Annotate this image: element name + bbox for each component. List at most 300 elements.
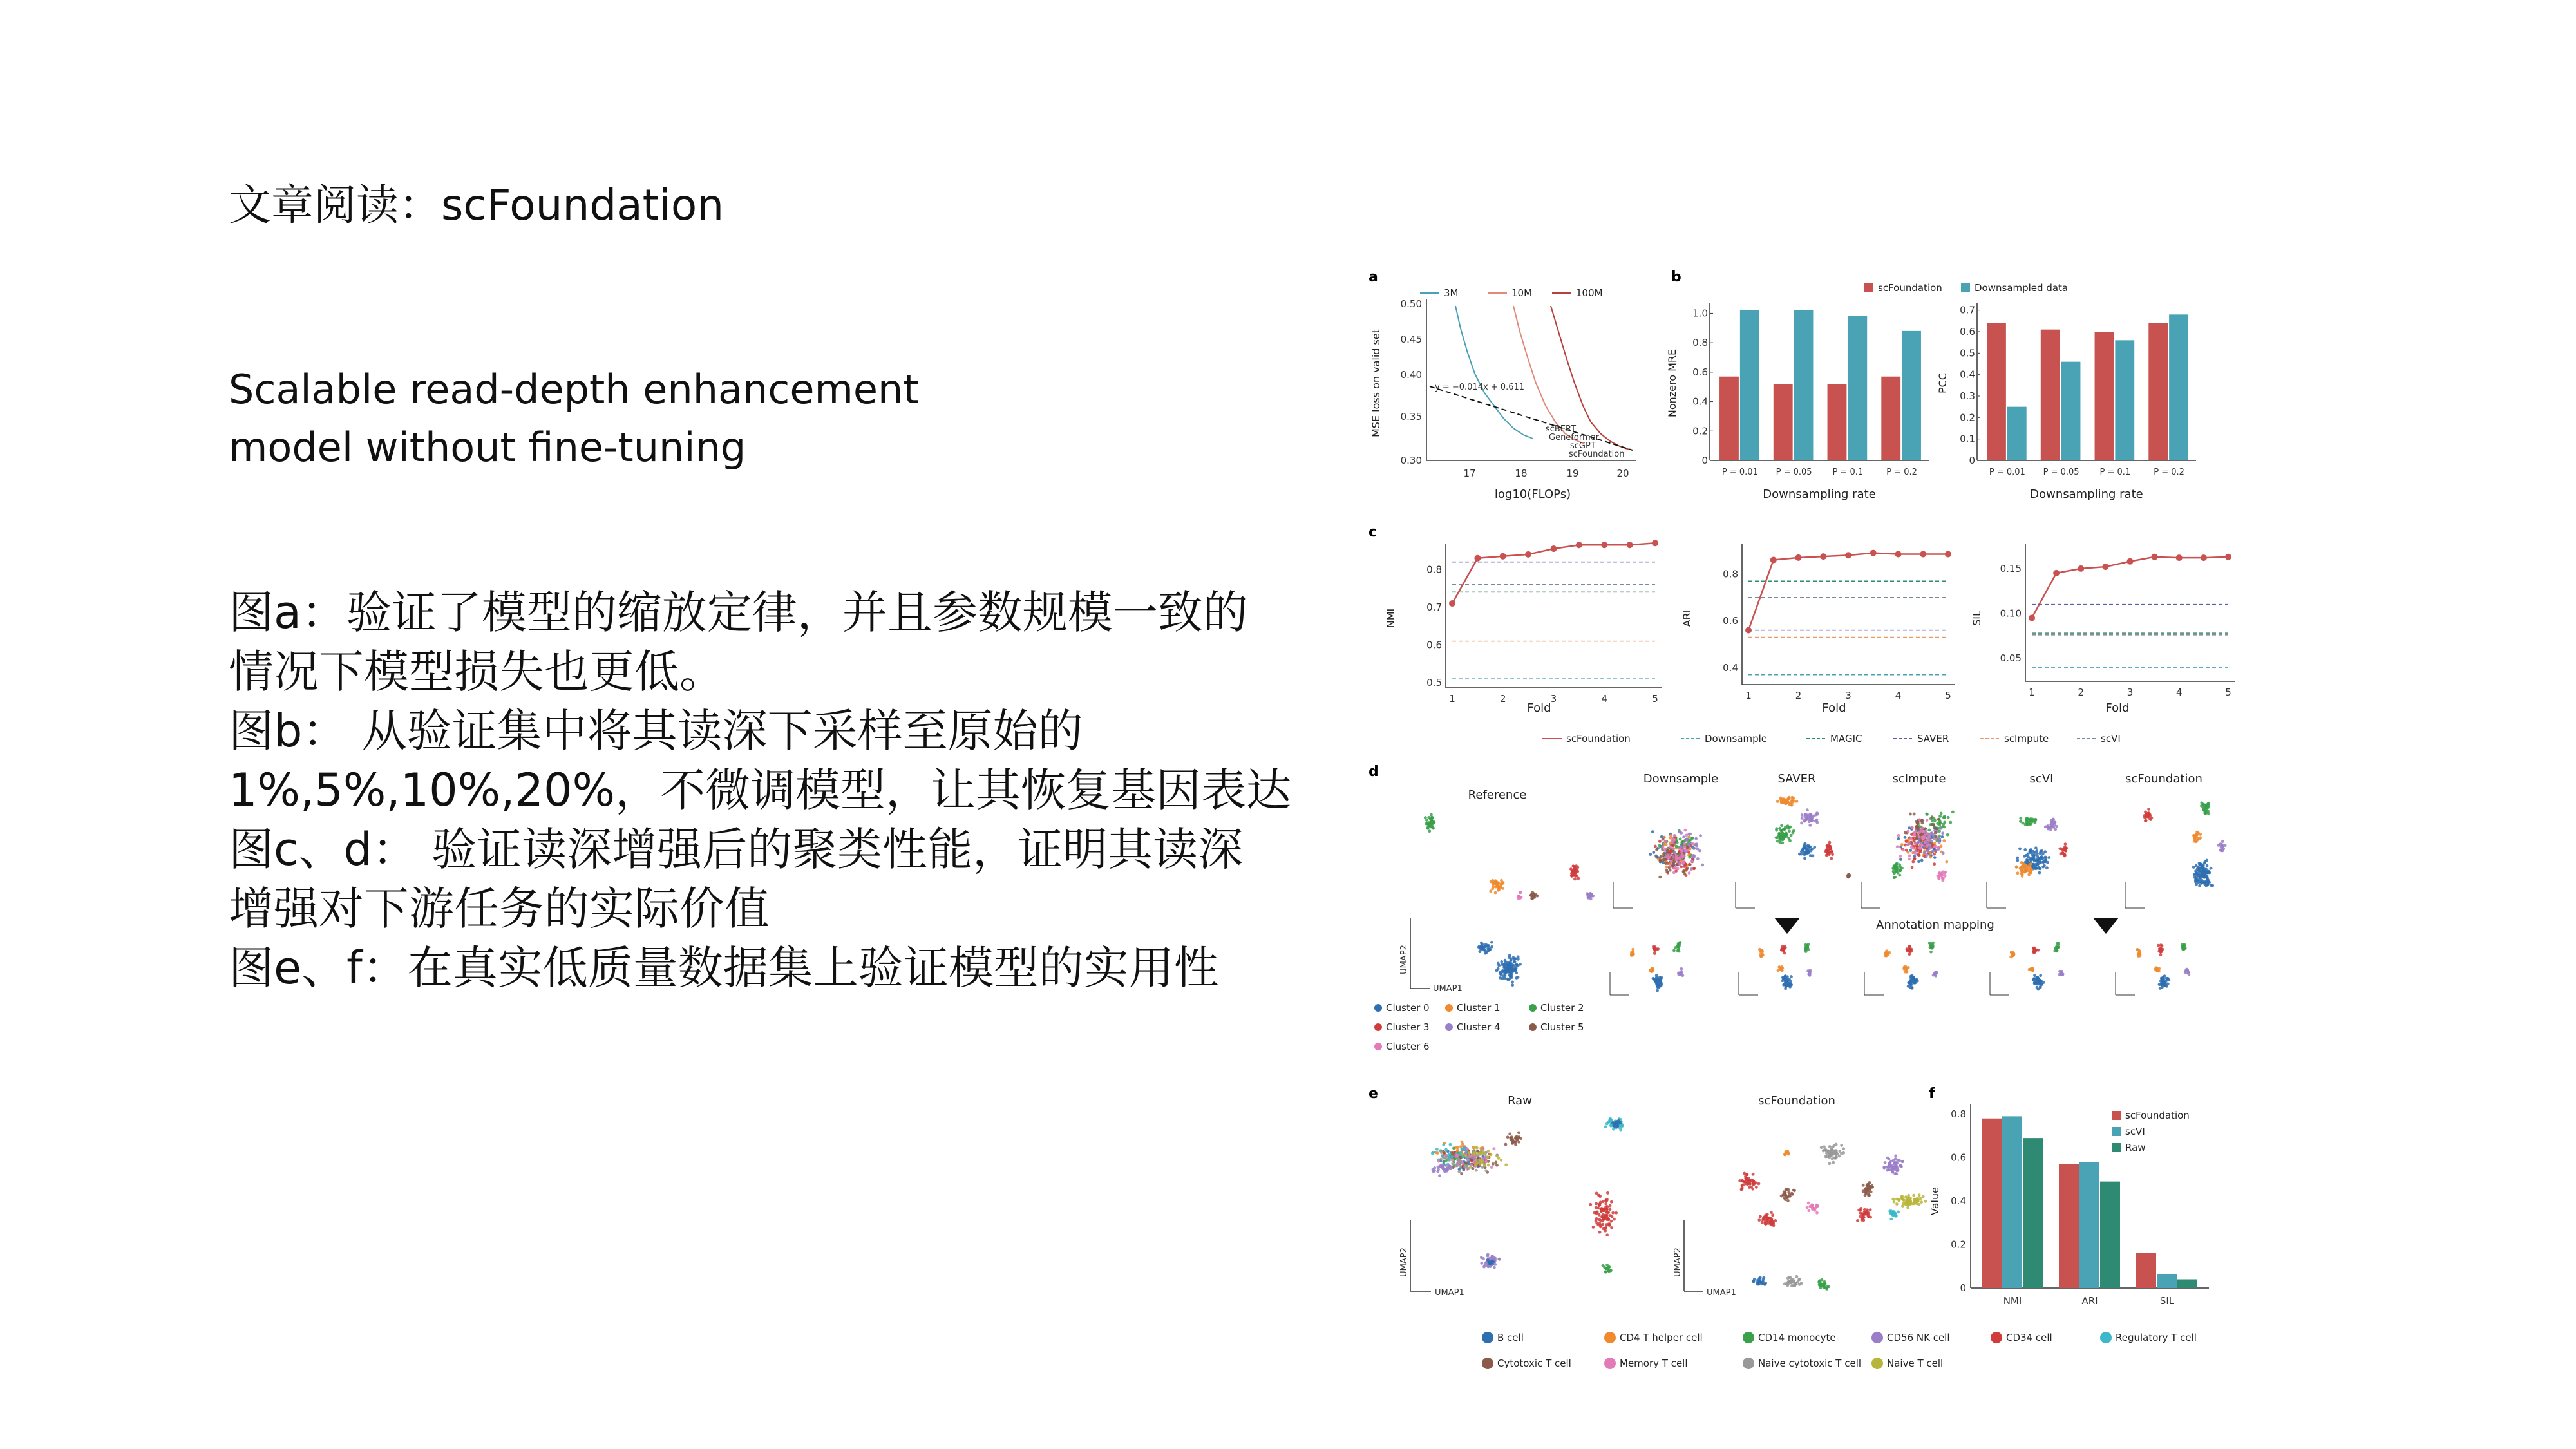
cell-point [1503,963,1506,966]
cell-point [1757,1218,1761,1222]
cell-point [1755,1186,1758,1189]
cell-point [1907,843,1910,846]
cell-point [1886,1157,1889,1160]
cell-point [1451,1159,1454,1162]
ytick: 0.30 [1400,455,1422,466]
cell-point [1511,969,1514,972]
cell-point [1768,1221,1772,1224]
cell-point [1894,1168,1897,1171]
cell-point [2023,871,2027,874]
cell-point [1508,1132,1511,1135]
cell-point [2029,817,2032,820]
cell-point [1929,951,1933,954]
cell-point [1484,1169,1488,1172]
cell-point [1680,967,1683,971]
cell-point [1920,844,1924,847]
xtick: 4 [2175,687,2183,698]
cell-point [1908,857,1911,860]
cell-point [1605,1198,1609,1201]
cell-point [1917,860,1920,863]
cell-point [1926,832,1929,835]
x-axis-label: Downsampling rate [1763,488,1876,501]
cell-point [1905,840,1908,843]
y-axis-label: Value [1929,1187,1941,1215]
cell-point [1777,832,1781,835]
cell-point [1492,882,1495,886]
bar [2157,1274,2177,1288]
cell-point [2202,868,2206,871]
cell-point [1909,813,1912,816]
model-label: scBERT [1546,424,1577,434]
cell-point [1500,1159,1503,1162]
data-point [1500,553,1506,560]
data-point [1795,554,1802,561]
xtick: P = 0.1 [2099,468,2131,477]
cell-point [2185,971,2188,974]
cell-point [1828,1145,1832,1148]
cell-point [1776,800,1779,803]
cell-point [1900,1165,1903,1168]
cell-point [1672,847,1675,850]
legend-raw: Raw [2125,1142,2146,1153]
cell-point [1815,821,1819,824]
cell-point [1942,826,1946,829]
desc-line: 情况下模型损失也更低。 [229,645,724,698]
cell-point [1662,846,1665,849]
cell-point [1695,844,1698,848]
cell-point [1678,863,1681,866]
cell-point [1482,1265,1486,1269]
cell-point [1480,1262,1483,1265]
legend-entry: Naive T cell [1887,1358,1944,1369]
cell-point [1905,970,1908,973]
cell-point [1470,1159,1473,1162]
cell-point [1682,870,1685,873]
legend-downsampled-swatch [1961,283,1970,292]
cell-point [2202,806,2205,809]
cell-point [1602,1200,1605,1203]
cell-point [1770,1217,1773,1220]
cell-point [1947,816,1950,819]
cell-point [1510,958,1513,961]
cell-point [1677,942,1680,945]
panel-e-label: e [1368,1086,1378,1102]
cell-point [1595,1211,1598,1214]
cell-point [2026,867,2029,870]
cell-point [2036,852,2039,855]
legend-scfoundation: scFoundation [2125,1110,2190,1121]
cell-point [1609,1208,1612,1211]
cell-point [1795,1282,1798,1285]
legend-entry: Naive cytotoxic T cell [1758,1358,1862,1369]
cell-point [1511,1142,1514,1145]
cell-point [1810,1204,1814,1208]
cell-point [1649,969,1653,972]
cell-point [1789,826,1792,829]
cell-point [1693,855,1696,858]
cell-point [1800,850,1803,853]
bar [2148,323,2168,460]
cell-point [1466,1148,1469,1151]
cell-point [1905,849,1908,852]
cell-point [1602,1208,1605,1211]
model-label: scFoundation [1569,450,1625,459]
cell-point [2145,819,2148,822]
data-point [1576,542,1582,548]
cell-point [2010,951,2013,954]
cell-point [1904,844,1907,847]
cell-point [1490,945,1493,949]
cell-point [1819,1279,1822,1282]
legend-entry: CD34 cell [2006,1332,2052,1343]
method-title: Downsample [1643,772,1719,786]
cell-point [1761,1221,1764,1224]
cell-point [2198,837,2201,840]
cell-point [1689,863,1692,866]
cell-point [1748,1182,1752,1186]
cell-point [1870,1190,1873,1193]
cell-point [1940,835,1944,838]
ytick: 0.6 [1723,615,1738,627]
cell-point [1464,1154,1467,1157]
cell-point [1696,848,1699,851]
bar [1794,310,1814,460]
xtick: SIL [2159,1295,2175,1307]
cell-point [2183,944,2186,947]
cell-point [1785,1196,1788,1199]
cell-point [1620,1124,1624,1127]
ytick: 0.2 [1960,412,1975,424]
cell-point [1518,896,1521,900]
desc-line: 增强对下游任务的实际价值 [229,882,770,935]
cell-point [1859,1211,1862,1215]
cell-point [1432,1151,1435,1154]
cell-point [1816,813,1819,816]
cell-point [1801,817,1804,820]
cell-point [1924,834,1927,837]
cell-point [1922,830,1925,833]
cell-point [1866,1184,1869,1188]
cell-point [1949,821,1952,824]
cell-point [2036,986,2039,989]
ytick: 1.0 [1692,307,1708,319]
cell-point [2047,856,2050,859]
cell-point [1933,845,1936,848]
cell-point [1901,1160,1904,1163]
cell-point [1473,1146,1477,1149]
model-label: scGPT [1570,441,1596,451]
cell-point [1907,985,1910,988]
cell-point [1781,841,1784,844]
cell-point [1930,946,1933,949]
cell-point [1828,851,1832,854]
cell-point [1918,818,1921,821]
cell-point [1832,1161,1835,1164]
cell-point [1489,1153,1492,1157]
ytick: 0.8 [1426,564,1442,576]
cell-point [2198,884,2201,887]
cell-point [1928,942,1931,945]
legend-swatch [1374,1023,1382,1031]
cell-point [1495,1155,1499,1158]
cell-point [2204,874,2207,877]
cell-point [1911,1202,1914,1206]
cell-point [1517,1131,1520,1134]
cell-point [1495,1164,1499,1167]
cell-point [1595,1219,1598,1222]
cell-point [1486,1258,1490,1262]
cell-point [1928,847,1931,850]
method-title: scFoundation [2125,772,2202,786]
cell-point [1494,1161,1497,1164]
cell-point [1741,1179,1744,1182]
cell-point [2032,863,2035,866]
reference-title: Reference [1468,788,1527,802]
legend-entry: Cluster 3 [1386,1021,1430,1033]
cell-point [1785,1188,1788,1191]
cell-point [1745,1179,1748,1182]
xtick: 3 [1550,693,1557,705]
cell-point [2036,858,2040,861]
cell-point [1889,1212,1893,1215]
bar [1982,1119,2002,1288]
cell-point [1847,874,1850,877]
cell-point [1786,1150,1790,1153]
cell-point [1895,865,1898,868]
data-point [2127,558,2134,565]
cell-point [1782,983,1785,987]
cell-point [2018,847,2022,850]
cell-point [1820,1146,1823,1149]
cell-point [1573,878,1577,881]
cell-point [1500,960,1503,963]
cell-point [1654,978,1657,981]
cell-point [2015,866,2018,869]
legend-swatch [1743,1332,1754,1343]
cell-point [1598,1231,1602,1234]
umap1-label: UMAP1 [1435,1288,1464,1298]
cell-point [1933,856,1937,859]
cell-point [1810,815,1814,819]
cell-point [1934,827,1937,830]
cell-point [2221,840,2224,843]
cell-point [1676,857,1680,860]
cell-point [1937,846,1940,849]
cell-point [1938,841,1941,844]
cell-point [1669,845,1672,848]
xtick: 2 [1499,693,1506,705]
desc-line: 1%,5%,10%,20%，不微调模型，让其恢复基因表达 [229,764,1292,817]
cell-point [1694,837,1698,840]
xtick: 17 [1463,468,1476,479]
cell-point [1490,1166,1493,1169]
cell-point [2206,871,2210,875]
cell-point [1840,1144,1843,1147]
cell-point [1599,1219,1602,1222]
cell-point [1483,1163,1486,1166]
cell-point [2037,949,2040,952]
cell-point [1790,796,1794,799]
cell-point [1828,1162,1832,1165]
cell-point [1792,1189,1795,1192]
cell-point [1602,1264,1605,1267]
cell-point [2059,972,2062,976]
xtick: 4 [1895,690,1902,701]
cell-point [1923,851,1926,855]
cell-point [1605,1122,1609,1126]
cell-point [2138,951,2141,954]
cell-point [1778,827,1781,830]
cell-point [1770,1211,1773,1214]
cell-point [1429,817,1432,820]
panel-a [1368,269,1636,501]
cell-point [1478,950,1481,953]
ytick: 0.7 [1426,601,1442,613]
cell-point [2163,983,2166,986]
cell-point [1919,1197,1922,1200]
cell-point [1888,1162,1891,1165]
cell-point [1893,1200,1896,1204]
cell-point [1774,1219,1777,1222]
cell-point [2039,850,2042,853]
cell-point [2027,860,2030,864]
cell-point [1490,880,1493,884]
cell-point [1460,1148,1463,1151]
legend-entry: Regulatory T cell [2116,1332,2197,1343]
cell-point [2208,881,2211,884]
cell-point [1475,1169,1478,1172]
cell-point [1572,873,1575,876]
cell-point [1934,831,1937,835]
cell-point [1497,1258,1501,1261]
cell-point [1605,1213,1609,1217]
bar [2115,340,2134,460]
cell-point [1449,1143,1452,1146]
legend-scvi-swatch [2112,1127,2121,1136]
cell-point [1902,967,1906,971]
cell-point [1864,1194,1867,1197]
cell-point [1897,834,1900,837]
cell-point [1895,1162,1899,1165]
bar [2095,332,2114,460]
cell-point [1815,1211,1819,1215]
cell-point [2136,948,2139,951]
cell-point [1631,948,1634,951]
cell-point [1893,1172,1897,1175]
legend-entry: CD14 monocyte [1758,1332,1836,1343]
cell-point [2195,864,2198,867]
cell-point [2027,852,2030,855]
ytick: 0.4 [1960,368,1975,381]
cell-point [1514,968,1517,971]
cell-point [1479,1160,1482,1163]
cell-point [2159,943,2163,947]
slide-title: 文章阅读：scFoundation [229,180,724,230]
cell-point [1592,1226,1595,1229]
cell-point [2047,828,2050,831]
cell-point [1573,865,1576,868]
cell-point [1805,818,1808,821]
cell-point [1654,845,1657,848]
bar [2169,314,2188,460]
cell-point [1938,872,1941,875]
cell-point [1669,865,1672,868]
cell-point [2019,820,2022,823]
fit-equation: y = −0.014x + 0.611 [1435,383,1525,392]
cell-point [1831,853,1834,856]
cell-point [1446,1167,1450,1170]
cell-point [1823,1283,1826,1286]
legend-entry: CD4 T helper cell [1620,1332,1703,1343]
cell-point [1862,1217,1865,1220]
cell-point [1493,1266,1496,1269]
cell-point [1786,1276,1790,1280]
cell-point [1676,945,1679,948]
cell-point [2194,880,2197,884]
cell-point [1451,1162,1454,1165]
cell-point [1807,1209,1810,1212]
cell-point [1920,1200,1923,1204]
cell-point [1785,831,1788,835]
cell-point [1599,1225,1602,1228]
cell-point [1489,889,1492,893]
cell-point [2052,819,2055,822]
cell-point [1504,1143,1508,1146]
cell-point [1912,980,1915,983]
cell-point [1452,1166,1455,1169]
legend-swatch [1604,1358,1616,1369]
ytick: 0.4 [1692,395,1708,408]
cell-point [2031,967,2034,970]
cell-point [1828,841,1832,844]
x-axis-label: Fold [1527,701,1551,715]
x-axis-label: Fold [1822,701,1846,715]
cell-point [1492,885,1495,888]
cell-point [1924,1200,1927,1203]
cell-point [1586,892,1589,895]
legend-entry: Cluster 2 [1540,1002,1584,1014]
cell-point [2028,857,2031,860]
cell-point [2155,966,2158,969]
cell-point [2044,857,2047,860]
cell-point [1514,957,1517,960]
cell-point [1787,1153,1790,1156]
cell-point [1684,829,1687,832]
data-point [1920,551,1926,557]
cell-point [1692,867,1696,870]
cell-point [1933,862,1936,866]
legend-entry: scImpute [2004,733,2049,744]
cell-point [1895,1202,1899,1206]
cell-point [1800,1282,1803,1285]
cell-point [1945,860,1948,864]
cell-point [1515,963,1519,966]
cell-point [1511,983,1514,987]
cell-point [2035,867,2038,870]
cell-point [1480,1153,1483,1156]
legend-entry: scFoundation [1566,733,1631,744]
cell-point [1598,1222,1602,1225]
cell-point [2034,818,2037,821]
cell-point [2161,983,2164,987]
cell-point [1609,1119,1613,1122]
slide-subtitle [229,361,919,477]
legend-entry: B cell [1497,1332,1524,1343]
cell-point [1611,1211,1615,1215]
bar [2136,1253,2156,1288]
cell-point [1688,871,1691,875]
cell-point [1486,1155,1490,1159]
